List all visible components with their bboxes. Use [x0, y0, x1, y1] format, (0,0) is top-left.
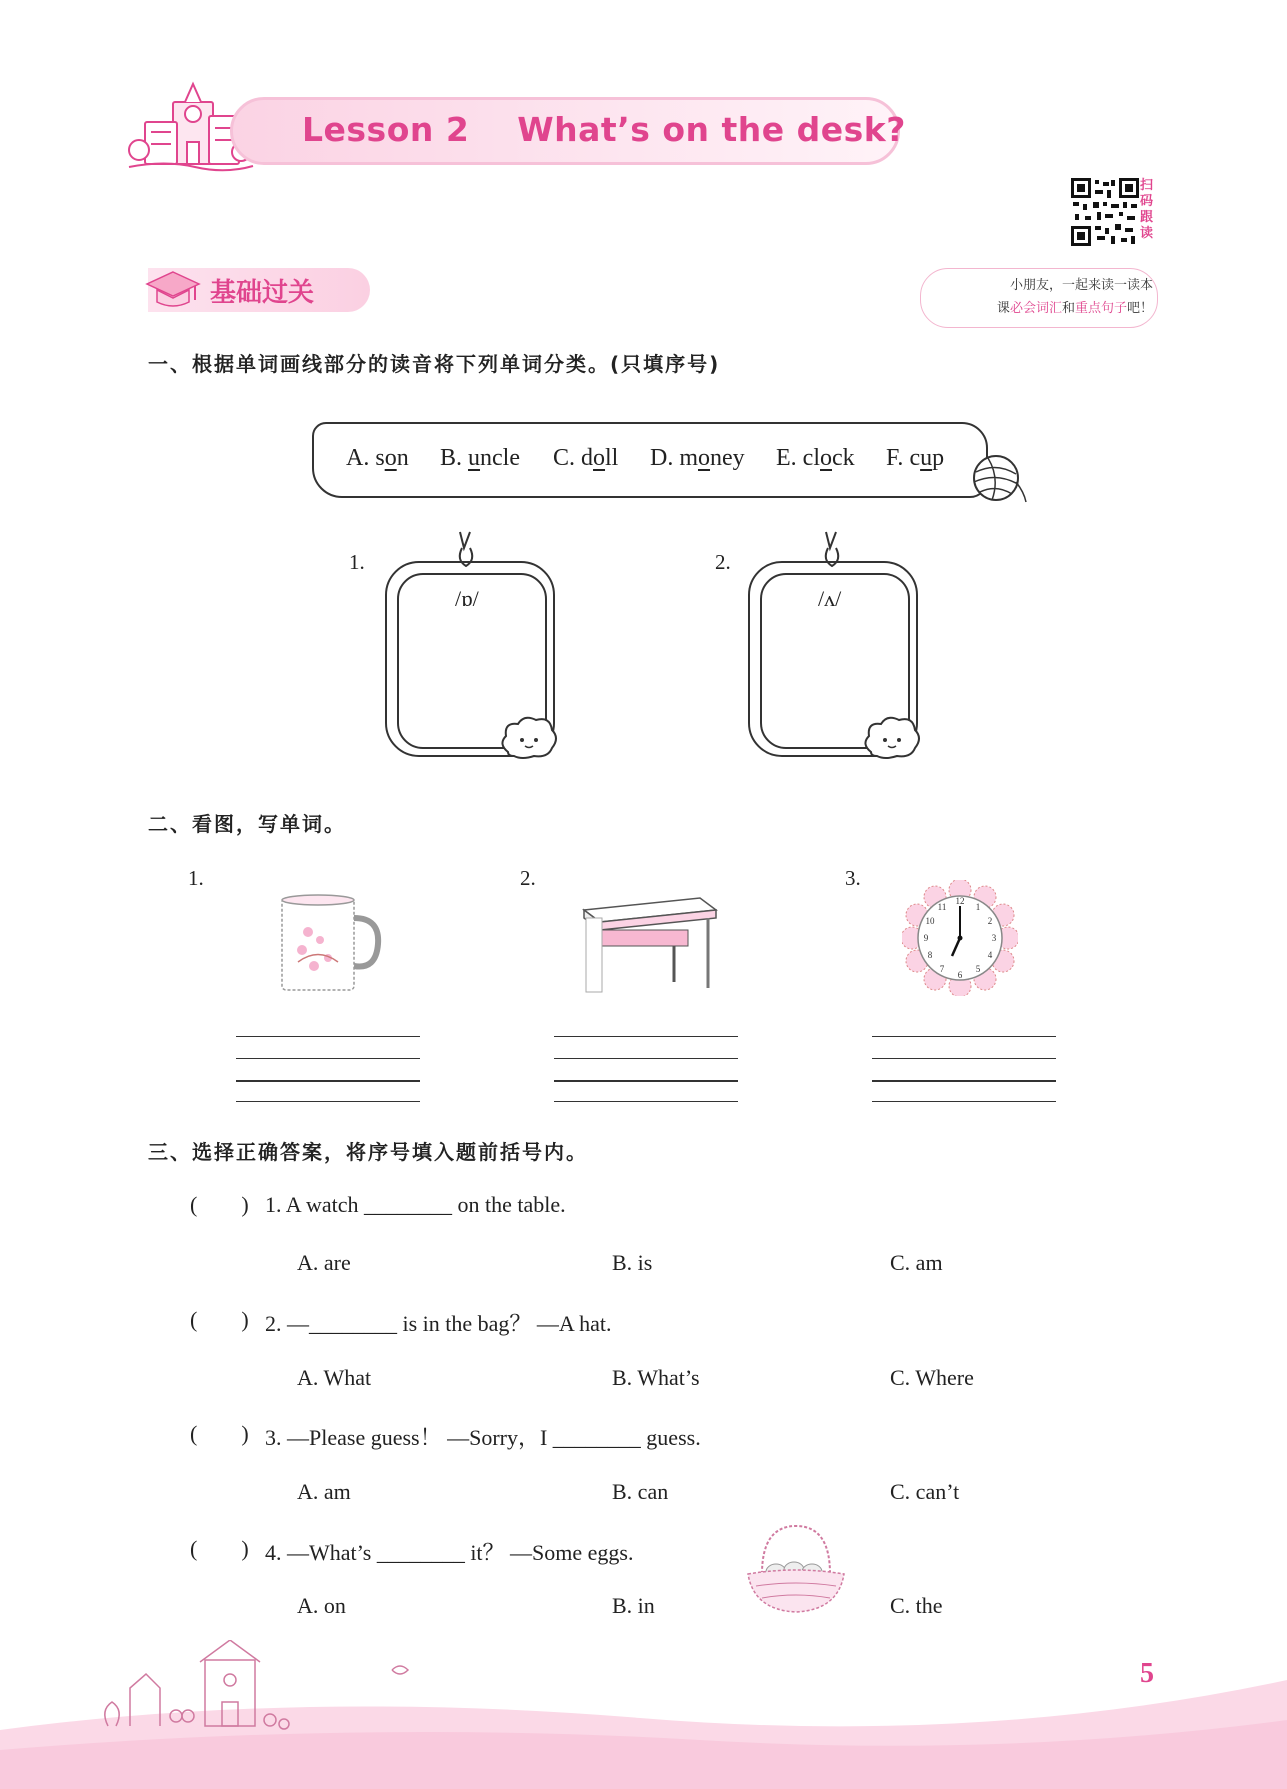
picture-1-number: 1.: [188, 866, 204, 890]
question-4-text: 4. —What’s ________ it？ —Some eggs.: [265, 1540, 634, 1565]
option-c: C. the: [890, 1593, 943, 1618]
question-1-text: 1. A watch ________ on the table.: [265, 1192, 566, 1217]
reading-tip-highlight-vocab: 必会词汇: [1009, 301, 1062, 316]
q3-heading: 三、选择正确答案，将序号填入题前括号内。: [148, 1140, 588, 1164]
picture-2-number: 2.: [520, 866, 536, 890]
reading-tip-line1: 小朋友，一起来读一读本: [1009, 278, 1153, 293]
writing-line[interactable]: [554, 1058, 738, 1059]
word-b: B. uncle: [440, 445, 520, 471]
option-b: B. is: [612, 1250, 653, 1275]
option-b: B. in: [612, 1593, 655, 1618]
question-3-text: 3. —Please guess！ —Sorry，I ________ guess.: [265, 1425, 701, 1450]
writing-line[interactable]: [554, 1036, 738, 1037]
writing-line[interactable]: [236, 1058, 420, 1059]
answer-bracket[interactable]: ( ): [190, 1307, 249, 1332]
word-f: F. cup: [886, 445, 945, 471]
frame-1-number: 1.: [349, 550, 365, 574]
svg-text:6: 6: [957, 970, 963, 980]
svg-text:1: 1: [975, 902, 981, 912]
writing-line[interactable]: [554, 1101, 738, 1102]
picture-3-number: 3.: [845, 866, 861, 890]
egg-basket-icon: [742, 1522, 850, 1618]
qr-code: [1071, 178, 1139, 246]
option-b: B. can: [612, 1479, 669, 1504]
word-a: A. son: [346, 445, 409, 471]
lesson-title: Lesson 2 What’s on the desk?: [302, 110, 906, 149]
writing-line[interactable]: [872, 1080, 1056, 1082]
word-d: D. money: [650, 445, 745, 471]
writing-line[interactable]: [236, 1101, 420, 1102]
cloud-face-icon: [861, 712, 923, 760]
clock-icon: [902, 880, 1018, 996]
graduation-cap-icon: [145, 268, 201, 312]
footer-wave: [0, 1640, 1287, 1789]
q2-heading: 二、看图，写单词。: [148, 812, 346, 836]
reading-tip-highlight-sentences: 重点句子: [1074, 301, 1127, 316]
svg-text:2: 2: [987, 916, 993, 926]
mug-icon: [278, 892, 384, 996]
svg-text:11: 11: [937, 902, 947, 912]
svg-text:8: 8: [927, 950, 933, 960]
svg-text:9: 9: [923, 933, 929, 943]
option-c: C. can’t: [890, 1479, 960, 1504]
question-2-text: 2. —________ is in the bag？ —A hat.: [265, 1311, 612, 1336]
writing-line[interactable]: [236, 1080, 420, 1082]
svg-text:10: 10: [925, 916, 935, 926]
reading-tip-text: [928, 274, 1153, 320]
reading-tip-pre: 课: [996, 301, 1010, 316]
option-c: C. Where: [890, 1365, 974, 1390]
writing-line[interactable]: [554, 1080, 738, 1082]
option-a: A. are: [297, 1250, 351, 1275]
word-c: C. doll: [553, 445, 619, 471]
reading-tip-line2: [928, 297, 1153, 320]
desk-icon: [580, 892, 720, 996]
page-number: 5: [1140, 1658, 1154, 1689]
svg-text:7: 7: [939, 964, 945, 974]
option-a: A. am: [297, 1479, 351, 1504]
reading-tip-post: 吧！: [1126, 301, 1153, 316]
q1-heading: 一、根据单词画线部分的读音将下列单词分类。(只填序号): [148, 352, 721, 376]
writing-line[interactable]: [872, 1058, 1056, 1059]
option-b: B. What’s: [612, 1365, 700, 1390]
option-a: A. What: [297, 1365, 372, 1390]
svg-text:5: 5: [975, 964, 981, 974]
writing-line[interactable]: [872, 1101, 1056, 1102]
qr-label: 扫码跟读: [1140, 178, 1154, 241]
phonetic-label-2: /ʌ/: [818, 586, 842, 611]
section-title: 基础过关: [210, 278, 315, 308]
writing-line[interactable]: [236, 1036, 420, 1037]
cloud-face-icon: [498, 712, 560, 760]
option-c: C. am: [890, 1250, 943, 1275]
answer-bracket[interactable]: ( ): [190, 1536, 249, 1561]
frame-2-number: 2.: [715, 550, 731, 574]
phonetic-label-1: /ɒ/: [455, 586, 479, 611]
option-a: A. on: [297, 1593, 346, 1618]
writing-line[interactable]: [872, 1036, 1056, 1037]
svg-text:3: 3: [991, 933, 997, 943]
answer-bracket[interactable]: ( ): [190, 1421, 249, 1446]
reading-tip-mid: 和: [1061, 301, 1075, 316]
svg-text:4: 4: [987, 950, 993, 960]
answer-bracket[interactable]: ( ): [190, 1192, 249, 1217]
word-e: E. clock: [776, 445, 855, 471]
yarn-ball-icon: [966, 452, 1028, 504]
svg-text:12: 12: [955, 896, 965, 906]
